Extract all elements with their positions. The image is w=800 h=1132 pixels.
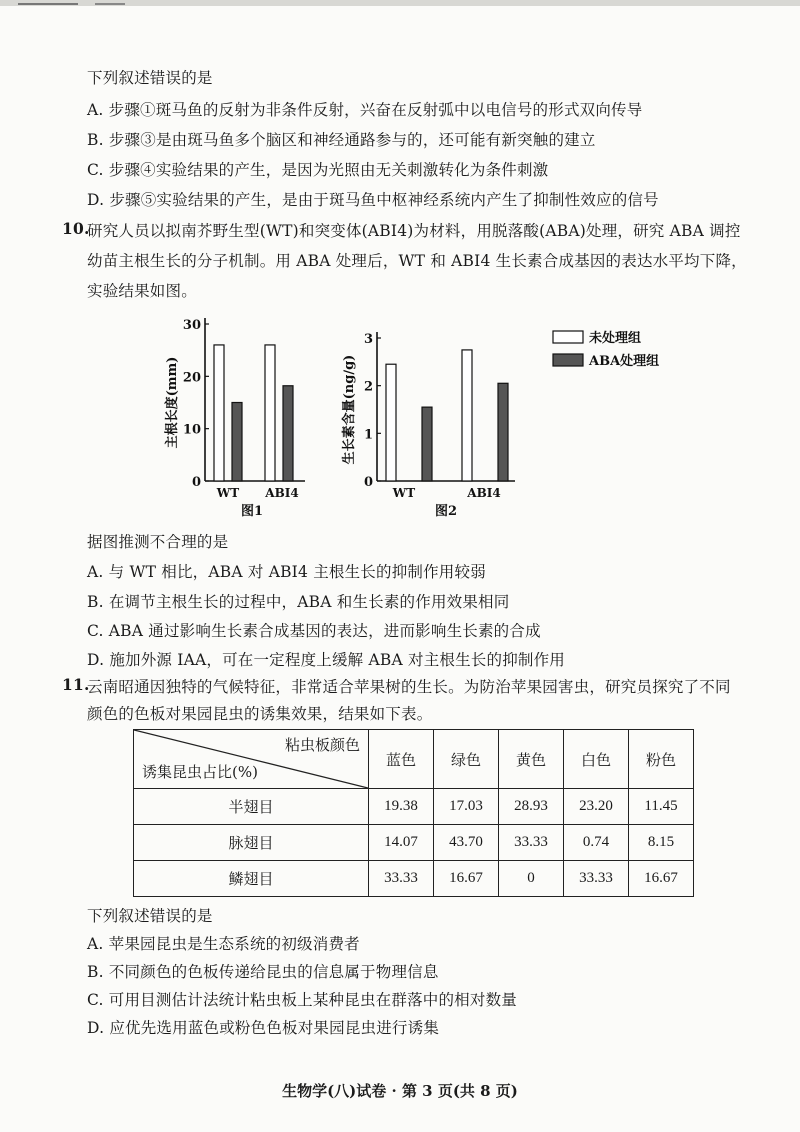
y-tick-label: 20 — [182, 370, 201, 386]
bar-aba-treated — [232, 403, 242, 482]
x-category-label: ABI4 — [265, 486, 299, 500]
table-row — [134, 789, 694, 825]
bar-aba-treated — [422, 407, 432, 481]
legend-swatch-untreated — [553, 331, 583, 343]
y-tick-label: 1 — [363, 427, 373, 443]
q10-number: 10. — [62, 219, 90, 238]
column-header: 粉色 — [629, 730, 694, 789]
table-cell: 28.93 — [499, 789, 564, 825]
row-label: 鳞翅目 — [134, 861, 369, 897]
y-axis-label: 生长素含量(ng/g) — [342, 354, 357, 465]
q10-figures — [0, 300, 800, 525]
q9-option-a[interactable]: A. 步骤①斑马鱼的反射为非条件反射，兴奋在反射弧中以电信号的形式双向传导 — [87, 101, 643, 119]
legend-swatch-aba — [553, 354, 583, 366]
table-header-row — [134, 730, 694, 789]
q9-option-d[interactable]: D. 步骤⑤实验结果的产生，是由于斑马鱼中枢神经系统内产生了抑制性效应的信号 — [87, 191, 659, 209]
insect-table — [133, 729, 694, 897]
bar-untreated — [265, 345, 275, 481]
column-header: 蓝色 — [369, 730, 434, 789]
figure-title: 图1 — [240, 504, 264, 519]
y-tick-label: 0 — [191, 475, 201, 490]
header-top-label: 粘虫板颜色 — [284, 736, 360, 754]
legend-label-untreated: 未处理组 — [589, 331, 642, 346]
q9-stem: 下列叙述错误的是 — [87, 69, 213, 87]
q11-option-d[interactable]: D. 应优先选用蓝色或粉色色板对果园昆虫进行诱集 — [87, 1019, 440, 1037]
table-cell: 11.45 — [629, 789, 694, 825]
y-tick-label: 30 — [182, 318, 201, 333]
table-cell: 16.67 — [629, 861, 694, 897]
table-cell: 23.20 — [564, 789, 629, 825]
q11-number: 11. — [62, 675, 90, 694]
q9-option-c[interactable]: C. 步骤④实验结果的产生，是因为光照由无关刺激转化为条件刺激 — [87, 161, 549, 179]
q11-option-b[interactable]: B. 不同颜色的色板传递给昆虫的信息属于物理信息 — [87, 963, 439, 981]
scan-mark — [18, 3, 78, 5]
table-row — [134, 861, 694, 897]
bar-aba-treated — [283, 386, 293, 481]
x-category-label: ABI4 — [467, 486, 501, 500]
column-header: 白色 — [564, 730, 629, 789]
q9-option-b[interactable]: B. 步骤③是由斑马鱼多个脑区和神经通路参与的，还可能有新突触的建立 — [87, 131, 596, 149]
scan-mark — [95, 3, 125, 5]
table-cell: 8.15 — [629, 825, 694, 861]
table-cell: 19.38 — [369, 789, 434, 825]
column-header: 绿色 — [434, 730, 499, 789]
table-cell: 14.07 — [369, 825, 434, 861]
table-cell: 17.03 — [434, 789, 499, 825]
legend-label-aba: ABA处理组 — [589, 354, 660, 369]
q10-option-c[interactable]: C. ABA 通过影响生长素合成基因的表达，进而影响生长素的合成 — [87, 622, 541, 640]
row-label: 半翅目 — [134, 789, 369, 825]
header-bottom-label: 诱集昆虫占比(%) — [142, 763, 258, 781]
bar-untreated — [462, 350, 472, 481]
q11-stem-line-2: 颜色的色板对果园昆虫的诱集效果，结果如下表。 — [87, 705, 433, 723]
column-header: 黄色 — [499, 730, 564, 789]
table-cell: 16.67 — [434, 861, 499, 897]
q10-option-b[interactable]: B. 在调节主根生长的过程中，ABA 和生长素的作用效果相同 — [87, 593, 510, 611]
q10-stem-line-3: 实验结果如图。 — [87, 282, 197, 300]
table-cell: 33.33 — [499, 825, 564, 861]
bar-untreated — [386, 364, 396, 481]
y-tick-label: 3 — [363, 332, 373, 347]
table-cell: 33.33 — [369, 861, 434, 897]
table-cell: 0.74 — [564, 825, 629, 861]
figure-title: 图2 — [434, 504, 458, 519]
y-axis-label: 主根长度(mm) — [165, 356, 180, 449]
x-category-label: WT — [392, 486, 416, 500]
q11-stem-line-1: 云南昭通因独特的气候特征，非常适合苹果树的生长。为防治苹果园害虫，研究员探究了不同 — [87, 678, 731, 696]
y-tick-label: 0 — [363, 475, 373, 490]
q10-option-d[interactable]: D. 施加外源 IAA，可在一定程度上缓解 ABA 对主根生长的抑制作用 — [87, 651, 565, 669]
diagonal-header-cell — [134, 730, 369, 789]
table-cell: 33.33 — [564, 861, 629, 897]
bar-untreated — [214, 345, 224, 481]
y-tick-label: 10 — [182, 422, 201, 438]
table-row — [134, 825, 694, 861]
bar-aba-treated — [498, 383, 508, 481]
table-cell: 43.70 — [434, 825, 499, 861]
page-footer: 生物学(八)试卷 · 第 3 页(共 8 页) — [282, 1082, 518, 1100]
q11-option-c[interactable]: C. 可用目测估计法统计粘虫板上某种昆虫在群落中的相对数量 — [87, 991, 517, 1009]
q10-stem-line-2: 幼苗主根生长的分子机制。用 ABA 处理后，WT 和 ABI4 生长素合成基因的表达水平均下降， — [87, 252, 747, 270]
table-cell: 0 — [499, 861, 564, 897]
q11-option-a[interactable]: A. 苹果园昆虫是生态系统的初级消费者 — [87, 935, 360, 953]
q10-question: 据图推测不合理的是 — [87, 533, 229, 551]
q11-question: 下列叙述错误的是 — [87, 907, 213, 925]
q10-option-a[interactable]: A. 与 WT 相比，ABA 对 ABI4 主根生长的抑制作用较弱 — [87, 563, 486, 581]
y-tick-label: 2 — [363, 379, 373, 395]
x-category-label: WT — [216, 486, 240, 500]
row-label: 脉翅目 — [134, 825, 369, 861]
q10-stem-line-1: 研究人员以拟南芥野生型(WT)和突变体(ABI4)为材料，用脱落酸(ABA)处理，研究 ABA 调控 — [87, 222, 741, 240]
